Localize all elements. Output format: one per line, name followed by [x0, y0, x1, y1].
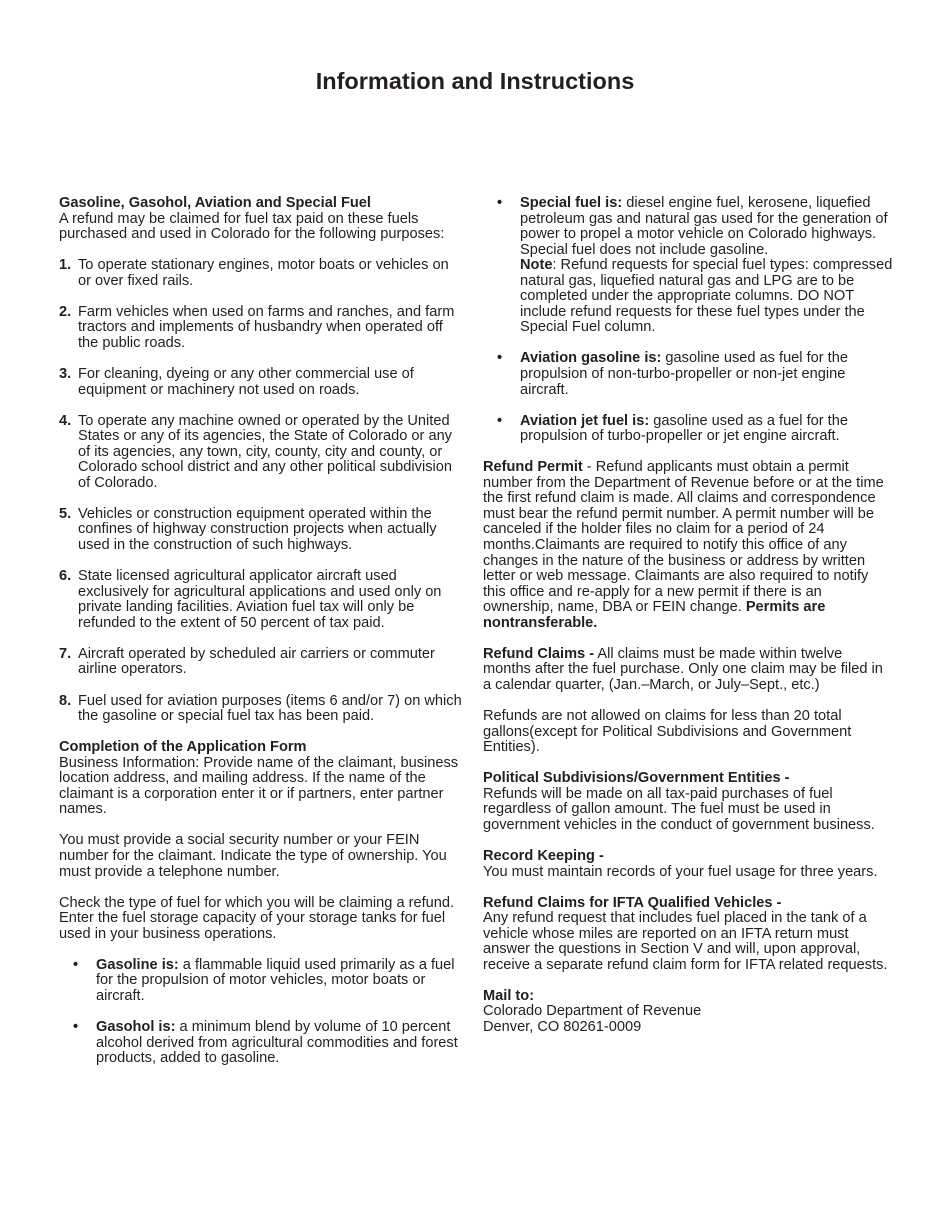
ifta-label: Refund Claims for IFTA Qualified Vehicles -	[483, 894, 782, 911]
list-item: • Aviation gasoline is: gasoline used as fuel for the propulsion of non-turbo-propeller or non-jet engine aircraft.	[497, 350, 848, 398]
business-info-text: Business Information: Provide name of the claimant, business location address, and mailing address. If the name of the claimant is a corporation enter it or if partners, enter partner names.	[59, 754, 459, 818]
fuel-definitions-list	[59, 958, 464, 1067]
mail-line-2: Denver, CO 80261-0009	[483, 1018, 642, 1035]
political-subdivisions-section: Political Subdivisions/Government Entities - Refunds will be made on all tax-paid purchases of fuel regardless of gallon amount. The fuel must be used in government vehicles in the conduct of government business.	[483, 770, 875, 833]
record-keeping-section: Record Keeping - You must maintain records of your fuel usage for three years.	[483, 847, 878, 880]
bullet-icon: •	[73, 1018, 79, 1035]
completion-section	[59, 740, 464, 818]
refund-permit-label: Refund Permit	[483, 459, 583, 476]
list-item: 3. For cleaning, dyeing or any other commercial use of equipment or machinery not used on roads.	[59, 366, 414, 398]
list-item: • Gasohol is: a minimum blend by volume of 10 percent alcohol derived from agricultural commodities and forest products, added to gasoline.	[73, 1018, 458, 1067]
list-item: 8. Fuel used for aviation purposes (items 6 and/or 7) on which the gasoline or special fuel tax has been paid.	[59, 692, 462, 725]
nontransferable-notice: Permits are nontransferable.	[483, 599, 826, 631]
section-heading: Gasoline, Gasohol, Aviation and Special Fuel	[59, 195, 371, 211]
minimum-gallons-note: Refunds are not allowed on claims for less than 20 total gallons(except for Political Subdivisions and Government Entities).	[483, 708, 852, 756]
fuel-type-info-text: Check the type of fuel for which you will be claiming a refund. Enter the fuel storage capacity of your storage tanks for fuel used in your business operations.	[59, 894, 455, 942]
refund-claims-label: Refund Claims -	[483, 645, 595, 662]
list-item: 1. To operate stationary engines, motor boats or vehicles on or over fixed rails.	[59, 257, 449, 289]
bullet-icon: •	[497, 350, 503, 367]
completion-heading: Completion of the Application Form	[59, 739, 307, 756]
page-title: Information and Instructions	[315, 68, 635, 94]
record-keeping-label: Record Keeping -	[483, 847, 604, 864]
refund-permit-section: Refund Permit - Refund applicants must obtain a permit number from the Department of Revenue before or at the time the first refund claim is made. All claims and correspondence must bear the refund permit number. A permit number will be canceled if the holder files no claim for a period of 24 months.Claimants are required to notify this office of any changes in the nature of the business or address by written letter or web message. Claimants are also required to notify this office and re-apply for a new permit if there is an ownership, name, DBA or FEIN change. Permits are nontransferable.	[483, 459, 884, 631]
list-item: • Aviation jet fuel is: gasoline used as a fuel for the propulsion of turbo-propeller or jet engine aircraft.	[497, 412, 848, 445]
political-subdivisions-label: Political Subdivisions/Government Entities -	[483, 770, 790, 787]
ifta-section: Refund Claims for IFTA Qualified Vehicles - Any refund request that includes fuel placed in the tank of a vehicle whose miles are reported on an IFTA return must answer the questions in Section V and will, upon approval, receive a separate refund claim form for IFTA related requests.	[483, 894, 888, 973]
bullet-icon: •	[497, 195, 503, 211]
mail-address-section	[483, 989, 893, 1036]
list-item: 2. Farm vehicles when used on farms and ranches, and farm tractors and implements of husbandry when operated off the public roads.	[59, 303, 455, 351]
list-item: 4. To operate any machine owned or operated by the United States or any of its agencies, the State of Colorado or any of its agencies, any town, city, county, city and county, or Colorado school district and any other political subdivision of Colorado.	[59, 412, 452, 491]
bullet-icon: •	[73, 956, 79, 973]
bullet-icon: •	[497, 412, 503, 429]
right-column	[483, 196, 893, 1051]
purposes-list	[59, 258, 464, 724]
list-item: 5. Vehicles or construction equipment operated within the confines of highway construction projects when actually used in the construction of such highways.	[59, 505, 437, 554]
list-item: • Gasoline is: a flammable liquid used primarily as a fuel for the propulsion of motor vehicles, motor boats or aircraft.	[73, 956, 455, 1004]
refund-claims-section: Refund Claims - All claims must be made within twelve months after the fuel purchase. Only one claim may be filed in a calendar quarter, (Jan.–March, or July–Sept., etc.)	[483, 645, 883, 693]
list-item: 7. Aircraft operated by scheduled air carriers or commuter airline operators.	[59, 645, 435, 678]
intro-text: A refund may be claimed for fuel tax paid on these fuels purchased and used in Colorado for the following purposes:	[59, 210, 445, 243]
list-item: • Special fuel is: diesel engine fuel, kerosene, liquefied petroleum gas and natural gas used for the generation of power to propel a motor vehicle on Colorado highways. Special fuel does not include gasoline. Note: Refund requests for special fuel types: compressed natural gas, liquefied natural gas and LPG are to be completed under the appropriate columns. DO NOT include refund requests for these fuel types under the Special Fuel column.	[497, 195, 893, 336]
mail-label: Mail to:	[483, 987, 535, 1004]
fuel-definitions-list-continued	[483, 196, 893, 445]
fuel-refund-section	[59, 196, 464, 243]
list-item: 6. State licensed agricultural applicator aircraft used exclusively for agricultural applications and used only on private landing facilities. Aviation fuel tax will only be refunded to the extent of 50 percent of tax paid.	[59, 568, 442, 631]
mail-line-1: Colorado Department of Revenue	[483, 1003, 702, 1020]
ssn-info-text: You must provide a social security number or your FEIN number for the claimant. Indicate the type of ownership. You must provide a telephone number.	[59, 832, 447, 880]
left-column	[59, 196, 464, 1082]
note-label: Note	[520, 257, 553, 274]
